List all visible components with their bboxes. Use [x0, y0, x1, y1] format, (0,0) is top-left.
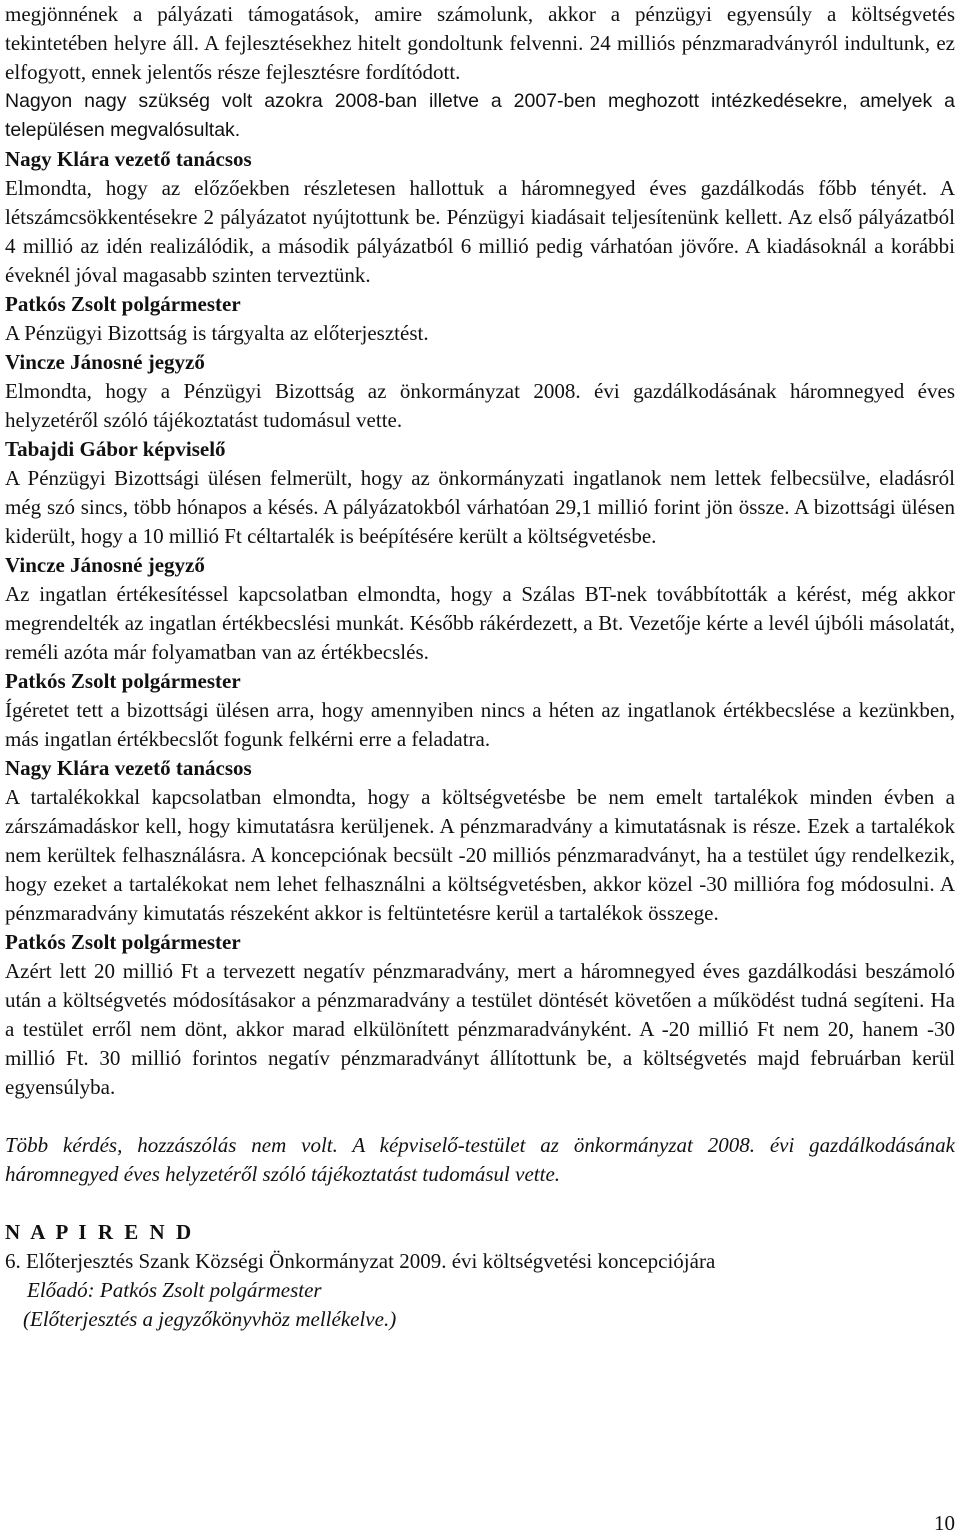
agenda-presenter: Előadó: Patkós Zsolt polgármester [27, 1278, 322, 1302]
paragraph: Azért lett 20 millió Ft a tervezett negatív pénzmaradvány, mert a háromnegyed éves gazdálkodási beszámoló után a költségvetés módosításakor a pénzmaradvány a testület döntését követően a működést tudná segíteni. Ha a testület erről nem dönt, akkor marad elkülönített pénzmaradványként. A -20 millió Ft nem 20, hanem -30 millió Ft. 30 millió forintos negatív pénzmaradványt állítottunk be, a költségvetés majd februárban kerül egyensúlyba. [5, 959, 955, 1099]
paragraph: A Pénzügyi Bizottsági ülésen felmerült, hogy az önkormányzati ingatlanok nem lettek felbecsülve, eladásról még szó sincs, több hónapos a késés. A pályázatokból várhatóan 29,1 millió forint jön össze. A bizottsági ülésen kiderült, hogy a 10 millió Ft céltartalék is beépítésére került a költségvetésbe. [5, 466, 955, 548]
agenda-title: N A P I R E N D [5, 1220, 195, 1244]
paragraph: Elmondta, hogy az előzőekben részletesen hallottuk a háromnegyed éves gazdálkodás főbb tényét. A létszámcsökkentésekre 2 pályázatot nyújtottunk be. Pénzügyi kiadásait teljesítenünk kellett. Az első pályázatból 4 millió az idén realizálódik, a második pályázatból 6 millió pedig várhatóan jövőre. A kiadásoknál a korábbi éveknél jóval magasabb szinten terveztünk. [5, 176, 955, 287]
speaker-name: Tabajdi Gábor képviselő [5, 437, 226, 461]
speaker-name: Nagy Klára vezető tanácsos [5, 147, 252, 171]
spacer [5, 1189, 955, 1218]
paragraph: Elmondta, hogy a Pénzügyi Bizottság az önkormányzat 2008. évi gazdálkodásának háromnegyed éves helyzetéről szóló tájékoztatást tudomásul vette. [5, 379, 955, 432]
agenda-item: 6. Előterjesztés Szank Községi Önkormányzat 2009. évi költségvetési koncepciójára [5, 1249, 716, 1273]
document-page [5, 0, 955, 1334]
resolution-text: Több kérdés, hozzászólás nem volt. A képviselő-testület az önkormányzat 2008. évi gazdálkodásának háromnegyed éves helyzetéről szóló tájékoztatást tudomásul vette. [5, 1133, 955, 1186]
page-number: 10 [934, 1511, 955, 1535]
spacer [5, 1102, 955, 1131]
paragraph: Ígéretet tett a bizottsági ülésen arra, hogy amennyiben nincs a héten az ingatlanok értékbecslése a kezünkben, más ingatlan értékbecslőt fogunk felkérni erre a feladatra. [5, 698, 955, 751]
paragraph: Nagyon nagy szükség volt azokra 2008-ban illetve a 2007-ben meghozott intézkedésekre, amelyek a településen megvalósultak. [5, 90, 955, 141]
paragraph: A tartalékokkal kapcsolatban elmondta, hogy a költségvetésbe be nem emelt tartalékok minden évben a zárszámadáskor kell, hogy kimutatásra kerüljenek. A pénzmaradvány a kimutatásnak is része. Ezek a tartalékok nem kerültek felhasználásra. A koncepciónak becsült -20 milliós pénzmaradványt, ha a testület úgy rendelkezik, hogy ezeket a tartalékokat nem lehet felhasználni a költségvetésben, akkor közel -30 millióra fog módosulni. A pénzmaradvány kimutatás részeként akkor is feltüntetésre kerül a tartalékok összege. [5, 785, 955, 925]
paragraph: megjönnének a pályázati támogatások, amire számolunk, akkor a pénzügyi egyensúly a költségvetés tekintetében helyre áll. A fejlesztésekhez hitelt gondoltunk felvenni. 24 milliós pénzmaradványról indultunk, ez elfogyott, ennek jelentős része fejlesztésre fordítódott. [5, 2, 955, 84]
speaker-name: Patkós Zsolt polgármester [5, 292, 241, 316]
speaker-name: Patkós Zsolt polgármester [5, 669, 241, 693]
speaker-name: Nagy Klára vezető tanácsos [5, 756, 252, 780]
paragraph: Az ingatlan értékesítéssel kapcsolatban elmondta, hogy a Szálas BT-nek továbbították a kérést, még akkor megrendelték az ingatlan értékbecslési munkát. Később rákérdezett, a Bt. Vezetője kérte a levél újbóli másolatát, reméli azóta már folyamatban van az értékbecslés. [5, 582, 955, 664]
speaker-name: Vincze Jánosné jegyző [5, 553, 205, 577]
speaker-name: Vincze Jánosné jegyző [5, 350, 205, 374]
agenda-attachment-note: (Előterjesztés a jegyzőkönyvhöz mellékelve.) [23, 1307, 397, 1331]
paragraph: A Pénzügyi Bizottság is tárgyalta az előterjesztést. [5, 321, 429, 345]
speaker-name: Patkós Zsolt polgármester [5, 930, 241, 954]
